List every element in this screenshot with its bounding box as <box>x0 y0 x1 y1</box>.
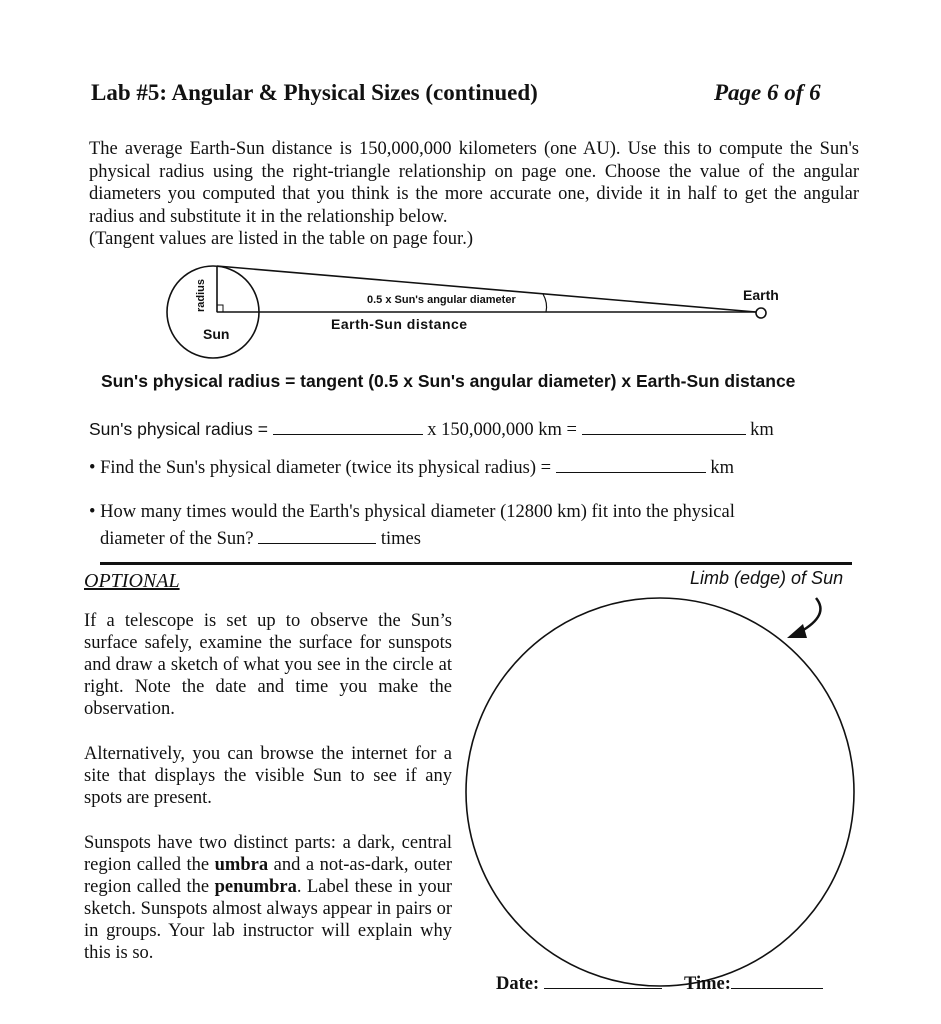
date-input[interactable] <box>544 972 662 989</box>
optional-paragraph-3 <box>84 832 452 964</box>
optional-paragraph-1: If a telescope is set up to observe the Sun’s surface safely, examine the surface for sunspots and draw a sketch of what you see in the circle at right. Note the date and time you make the observation. <box>84 611 452 719</box>
page-title: Lab #5: Angular & Physical Sizes (continued) <box>91 80 538 105</box>
unit-times: times <box>380 529 421 549</box>
question-radius <box>89 418 774 441</box>
optional-heading: OPTIONAL <box>84 570 180 592</box>
earth-circle <box>756 308 766 318</box>
distance-label: Earth-Sun distance <box>331 316 468 332</box>
earth-label: Earth <box>743 287 779 303</box>
intro-paragraph: The average Earth-Sun distance is 150,000,000 kilometers (one AU). Use this to compute the Sun's physical radius using the right-triangle relationship on page one. Choose the value of the angular diameters you computed that you think is the more accurate one, divide it in half to get the angular radius and substitute it in the relationship below. <box>89 139 859 227</box>
page-number: Page 6 of 6 <box>714 80 821 105</box>
unit-km: km <box>710 458 734 478</box>
times-question-text: • How many times would the Earth's physical diameter (12800 km) fit into the physical <box>89 502 735 522</box>
limb-label: Limb (edge) of Sun <box>690 568 844 588</box>
penumbra-term: penumbra <box>214 877 297 897</box>
time-field <box>684 972 823 995</box>
multiply-text: x 150,000,000 km = <box>427 420 577 440</box>
times-question-text-2: diameter of the Sun? <box>100 529 254 549</box>
umbra-term: umbra <box>214 855 269 875</box>
divider <box>100 562 852 565</box>
formula: Sun's physical radius = tangent (0.5 x Sun's angular diameter) x Earth-Sun distance <box>101 371 796 391</box>
times-input[interactable] <box>258 527 376 544</box>
intro-note: (Tangent values are listed in the table on page four.) <box>89 229 473 249</box>
sun-sketch-circle[interactable] <box>466 598 854 986</box>
radius-label: radius <box>195 278 207 312</box>
arrowhead-icon <box>787 624 807 638</box>
sun-label: Sun <box>203 326 230 342</box>
angle-label: 0.5 x Sun's angular diameter <box>367 294 516 306</box>
date-field <box>496 972 662 995</box>
radius-label-text: Sun's physical radius = <box>89 419 268 439</box>
question-diameter <box>89 456 734 479</box>
text: . Label these in your sketch. Sunspots almost always appear in pairs or in groups. Your lab instructor will explain why this is so. <box>84 877 452 963</box>
radius-km-input[interactable] <box>582 418 746 435</box>
text: Sunspots have two distinct parts: a dark, central region called the <box>84 833 452 875</box>
text: and a not-as-dark, outer region called the <box>84 855 452 897</box>
unit-km: km <box>750 420 774 440</box>
diameter-label: • Find the Sun's physical diameter (twice its physical radius) = <box>89 458 552 478</box>
optional-paragraph-2: Alternatively, you can browse the internet for a site that displays the visible Sun to see if any spots are present. <box>84 744 452 808</box>
right-angle-mark <box>217 305 223 312</box>
date-label: Date: <box>496 974 540 994</box>
radius-input[interactable] <box>273 418 423 435</box>
question-times <box>89 499 735 553</box>
time-input[interactable] <box>731 972 823 989</box>
diameter-input[interactable] <box>556 456 706 473</box>
time-label: Time: <box>684 974 731 994</box>
angle-arc <box>543 294 547 312</box>
